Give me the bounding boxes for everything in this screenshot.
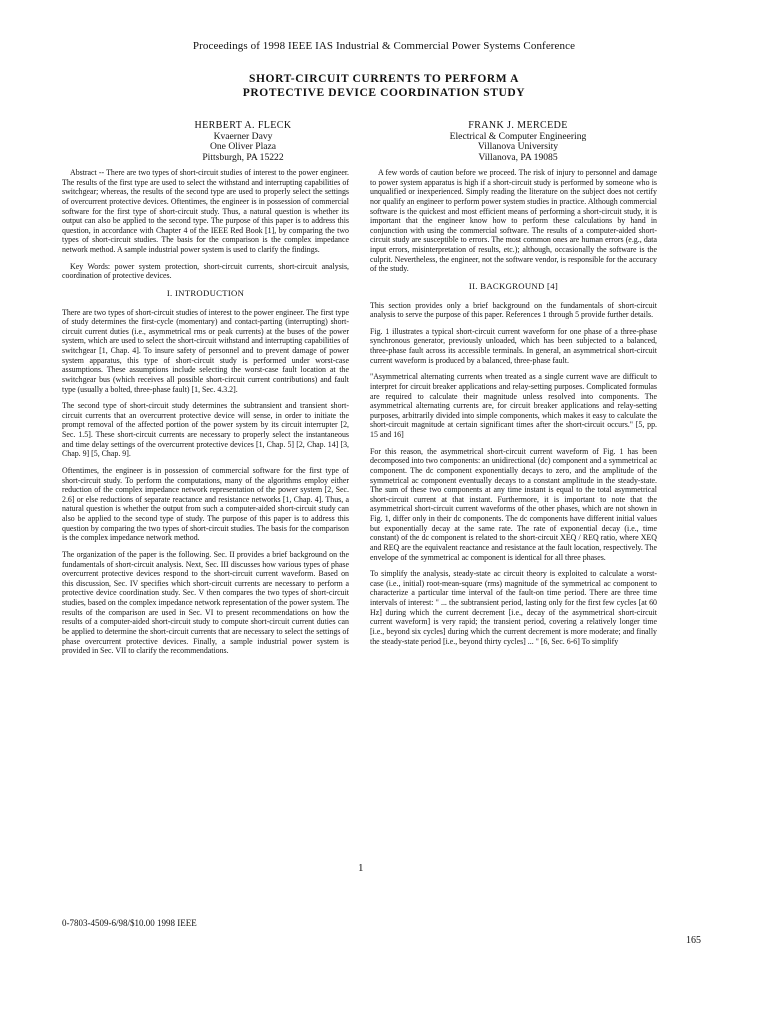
section-heading-introduction: I. INTRODUCTION <box>166 287 245 298</box>
author-block-fleck <box>118 121 368 163</box>
title-line-2: PROTECTIVE DEVICE COORDINATION STUDY <box>242 87 526 99</box>
author-affiliation: Kvaerner Davy <box>213 130 273 142</box>
title-line-1: SHORT-CIRCUIT CURRENTS TO PERFORM A <box>248 73 520 85</box>
body-paragraph: There are two types of short-circuit studies of interest to the power engineer. The first type of study determines the first-cycle (momentary) and contact-parting (interrupting) short-circuit current duties (i.e., asymmetrical rms or peak currents) at the buses of the power system, which are used to select the short-circuit withstand and interrupting capabilities of switchgear [1, Chap. 4]. To insure safety of personnel and to prevent damage of power system apparatus, this type of short-circuit study is performed under worst-case assumptions. These assumptions include selecting the worst-case fault location at the switchgear bus (which receives all possible short-circuit current contributions) and fault type (usually a bolted, three-phase fault) [1, Sec. 4.3.2]. <box>62 307 349 394</box>
keywords-paragraph: Key Words: power system protection, short-circuit currents, short-circuit analysis, coordination of protective devices. <box>62 261 349 281</box>
body-paragraph: For this reason, the asymmetrical short-circuit current waveform of Fig. 1 has been decomposed into two components: an unidirectional (dc) component and a symmetrical ac component. The dc component exponentially decays to zero, and the amplitude of the symmetrical ac component eventually decays to a constant amplitude in the steady-state. The sum of these two components at any time instant is equal to the total asymmetrical short-circuit current at that instant. Furthermore, it is important to note that the asymmetrical short-circuit current waveforms of the other phases, which are not shown in Fig. 1, differ only in their dc components. The dc components have different initial values but exponentially decay at the same rate. The rate of exponential decay (i.e., time constant) of the dc component is related to the short-circuit XEQ / REQ ratio, where XEQ and REQ are the equivalent reactance and resistance at the fault location, respectively. The envelope of the symmetrical ac component is identical for all three phases. <box>370 446 657 562</box>
body-paragraph: The organization of the paper is the following. Sec. II provides a brief background on the fundamentals of short-circuit analysis. Next, Sec. III discusses how various types of phase overcurrent protective devices respond to the short-circuit current waveform. Based on this discussion, Sec. IV specifies which short-circuit currents are necessary to perform a protective device coordination study. Sec. V then compares the two types of short-circuit studies, based on the complex impedance network representation of the power system. The results of the comparison are used in Sec. VI to present recommendations on how the results of a computer-aided short-circuit study to compute short-circuit current duties can be applied to determine the short-circuit currents that are necessary to select the settings of phase overcurrent protective devices. Finally, a sample industrial power system is provided in Sec. VII to clarify the recommendations. <box>62 549 349 656</box>
page-number: 1 <box>358 862 364 874</box>
body-paragraph: To simplify the analysis, steady-state ac circuit theory is exploited to calculate a worst-case (i.e., initial) root-mean-square (rms) magnitude of the symmetrical ac component to characterize a particular time interval of the fault-on time period. There are three time intervals of interest: " ... the subtransient period, lasting only for the first few cycles [at 60 Hz] during which the current decrement [i.e., decay of the asymmetrical short-circuit current waveform] is very rapid; the transient period, covering a relatively longer time [i.e., beyond six cycles] during which the current decrement is more moderate; and finally the steady-state period [i.e., beyond thirty cycles] ... " [6, Sec. 6-6] To simplify <box>370 569 657 646</box>
author-name: HERBERT A. FLECK <box>194 120 292 131</box>
abstract-paragraph: Abstract -- There are two types of short-circuit studies of interest to the power engineer. The results of the first type are used to select the withstand and interrupting capabilities of switchgear; whereas, the results of the second type are used to properly select the settings of overcurrent protective devices. Oftentimes, the engineer is in possession of commercial software for the first type of short-circuit study. Thus, a natural question is whether its output can also be applied to the second type. The purpose of this paper is to address this question, in accordance with Chapter 4 of the IEEE Red Book [1], by comparing the two types of short-circuit studies. The basis for the comparison is the complex impedance network method. A sample industrial power system is used to clarify the findings. <box>62 168 349 254</box>
copyright-line: 0-7803-4509-6/98/$10.00 1998 IEEE <box>62 918 197 928</box>
caution-paragraph: A few words of caution before we proceed. The risk of injury to personnel and damage to power system apparatus is high if a short-circuit study is performed by someone who is unqualified or inexperienced. Simply reading the literature on the subject does not certify nor qualify an engineer to perform power system studies in practice. Although commercial software is the quickest and most efficient means of performing a short-circuit study, it is important that the engineer know how to perform these calculations by hand in conjunction with using the commercial software. The results of a computer-aided short-circuit study are susceptible to errors. The most common ones are human errors (e.g., data input errors, misinterpretation of results, etc.); although, occasionally the software is the culprit. Nevertheless, the engineer, not the software vendor, is responsible for the accuracy of the study. <box>370 168 657 274</box>
quote-paragraph: "Asymmetrical alternating currents when treated as a single current wave are difficult to interpret for circuit breaker applications and relay-setting purposes. Complicated formulas are required to calculate their magnitude unless resolved into components. The asymmetrical alternating currents are, for circuit breaker applications and relay-setting purposes, arbitrarily divided into simple components, which makes it easy to calculate the short-circuit magnitude at certain significant times after the short-circuit occurs." [5, pp. 15 and 16] <box>370 372 657 439</box>
author-address: Villanova University <box>477 141 559 152</box>
body-paragraph: This section provides only a brief background on the fundamentals of short-circuit analysis to serve the purpose of this paper. References 1 through 5 provide further details. <box>370 300 657 320</box>
author-block-mercede <box>393 121 643 163</box>
section-heading-background: II. BACKGROUND [4] <box>468 280 559 291</box>
folio-number: 165 <box>686 935 701 946</box>
left-column <box>62 168 349 848</box>
author-city: Pittsburgh, PA 15222 <box>202 151 284 163</box>
body-paragraph: Oftentimes, the engineer is in possession of commercial software for the first type of short-circuit study. To perform the computations, many of the algorithms employ either reduction of the complex impedance network representation of the power system [2, Sec. 2.6] or else reductions of separate reactance and resistance networks [1, Chap. 4]. Thus, a natural question is whether the output from such a computer-aided short-circuit study can also be applied to the second type of study. The purpose of this paper is to address this question by comparing the two types of short-circuit studies. The basis for the comparison is the complex impedance network method. <box>62 465 349 543</box>
right-column <box>370 168 657 848</box>
author-address: One Oliver Plaza <box>209 141 277 152</box>
proceedings-header: Proceedings of 1998 IEEE IAS Industrial & Commercial Power Systems Conference <box>192 40 576 52</box>
author-affiliation: Electrical & Computer Engineering <box>449 130 587 142</box>
body-paragraph: Fig. 1 illustrates a typical short-circuit current waveform for one phase of a three-phase synchronous generator, previously unloaded, which has been subjected to a balanced, three-phase fault across its accessible terminals. In general, an asymmetrical short-circuit current waveform is produced by a balanced, three-phase fault. <box>370 326 657 365</box>
paper-title <box>0 72 768 100</box>
author-city: Villanova, PA 19085 <box>478 151 558 163</box>
body-paragraph: The second type of short-circuit study determines the subtransient and transient short-circuit currents that an overcurrent protective device will sense, in order to initiate the prompt removal of the affected portion of the power system by its circuit interrupter [2, Sec. 1.5]. These short-circuit currents are necessary to properly select the instantaneous and time delay settings of the overcurrent protective devices [1, Chap. 5] [2, Chap. 14] [3, Chap. 9] [5, Chap. 9]. <box>62 401 349 459</box>
author-name: FRANK J. MERCEDE <box>468 120 568 131</box>
